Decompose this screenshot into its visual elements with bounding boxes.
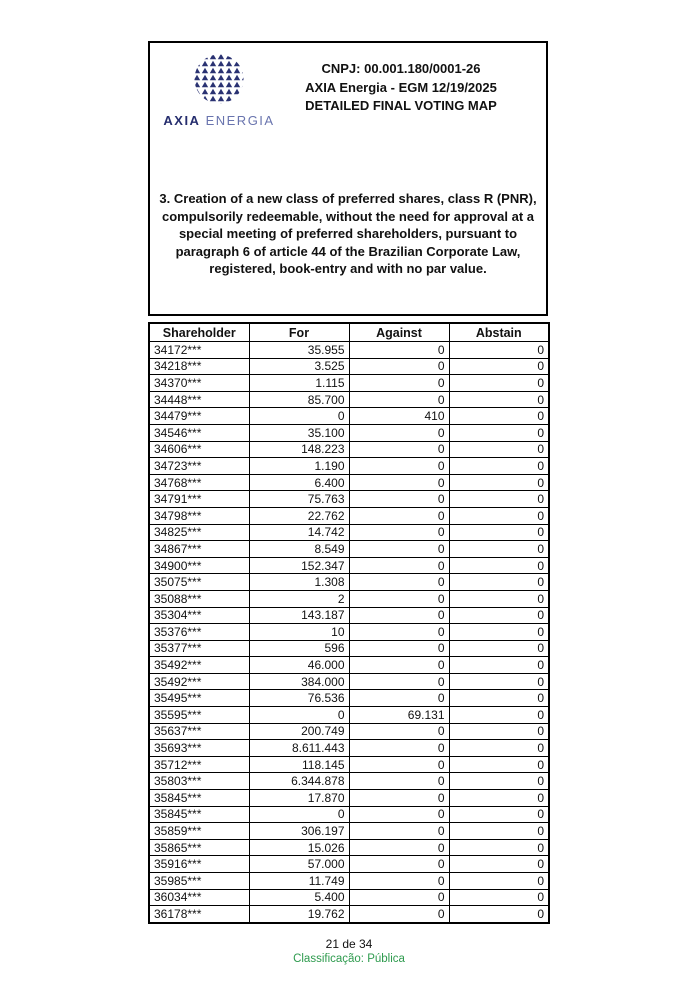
shareholder-cell: 35803*** — [149, 773, 249, 790]
shareholder-cell: 34723*** — [149, 458, 249, 475]
shareholder-cell: 35075*** — [149, 574, 249, 591]
shareholder-cell: 34370*** — [149, 375, 249, 392]
for-cell: 200.749 — [249, 723, 349, 740]
against-cell: 0 — [349, 657, 449, 674]
abstain-cell: 0 — [449, 541, 549, 558]
abstain-cell: 0 — [449, 590, 549, 607]
against-cell: 0 — [349, 790, 449, 807]
table-header-row — [149, 323, 549, 342]
voting-table — [148, 322, 550, 924]
document-title-block — [276, 60, 526, 116]
against-cell: 0 — [349, 690, 449, 707]
table-row — [149, 707, 549, 724]
table-row — [149, 839, 549, 856]
abstain-cell: 0 — [449, 690, 549, 707]
shareholder-cell: 35492*** — [149, 657, 249, 674]
for-cell: 6.344.878 — [249, 773, 349, 790]
abstain-cell: 0 — [449, 624, 549, 641]
against-cell: 0 — [349, 624, 449, 641]
for-cell: 5.400 — [249, 889, 349, 906]
column-header-abstain: Abstain — [449, 323, 549, 342]
axia-sphere-logo-icon — [193, 53, 245, 110]
table-row — [149, 823, 549, 840]
table-row — [149, 624, 549, 641]
table-row — [149, 441, 549, 458]
for-cell: 19.762 — [249, 906, 349, 923]
abstain-cell: 0 — [449, 474, 549, 491]
brand-name-secondary: ENERGIA — [205, 113, 275, 128]
for-cell: 2 — [249, 590, 349, 607]
shareholder-cell: 35845*** — [149, 790, 249, 807]
against-cell: 0 — [349, 458, 449, 475]
for-cell: 35.100 — [249, 424, 349, 441]
classification-label: Classificação: Pública — [293, 953, 405, 965]
abstain-cell: 0 — [449, 906, 549, 923]
for-cell: 6.400 — [249, 474, 349, 491]
abstain-cell: 0 — [449, 358, 549, 375]
for-cell: 35.955 — [249, 342, 349, 359]
against-cell: 0 — [349, 342, 449, 359]
shareholder-cell: 34606*** — [149, 441, 249, 458]
against-cell: 0 — [349, 358, 449, 375]
against-cell: 0 — [349, 889, 449, 906]
for-cell: 1.190 — [249, 458, 349, 475]
against-cell: 0 — [349, 574, 449, 591]
for-cell: 118.145 — [249, 756, 349, 773]
shareholder-cell: 34448*** — [149, 391, 249, 408]
abstain-cell: 0 — [449, 790, 549, 807]
shareholder-cell: 35376*** — [149, 624, 249, 641]
abstain-cell: 0 — [449, 673, 549, 690]
shareholder-cell: 35637*** — [149, 723, 249, 740]
column-header-for: For — [249, 323, 349, 342]
for-cell: 10 — [249, 624, 349, 641]
for-cell: 384.000 — [249, 673, 349, 690]
shareholder-cell: 36178*** — [149, 906, 249, 923]
brand-name-primary: AXIA — [163, 113, 201, 128]
table-row — [149, 507, 549, 524]
for-cell: 8.611.443 — [249, 740, 349, 757]
for-cell: 15.026 — [249, 839, 349, 856]
against-cell: 0 — [349, 424, 449, 441]
table-row — [149, 756, 549, 773]
shareholder-cell: 34479*** — [149, 408, 249, 425]
table-row — [149, 557, 549, 574]
for-cell: 3.525 — [249, 358, 349, 375]
for-cell: 148.223 — [249, 441, 349, 458]
abstain-cell: 0 — [449, 756, 549, 773]
shareholder-cell: 34798*** — [149, 507, 249, 524]
against-cell: 0 — [349, 723, 449, 740]
for-cell: 152.347 — [249, 557, 349, 574]
against-cell: 0 — [349, 557, 449, 574]
against-cell: 0 — [349, 474, 449, 491]
table-row — [149, 673, 549, 690]
abstain-cell: 0 — [449, 707, 549, 724]
page-number: 21 de 34 — [325, 937, 373, 951]
against-cell: 0 — [349, 491, 449, 508]
abstain-cell: 0 — [449, 375, 549, 392]
for-cell: 0 — [249, 707, 349, 724]
against-cell: 0 — [349, 375, 449, 392]
for-cell: 57.000 — [249, 856, 349, 873]
table-row — [149, 906, 549, 923]
against-cell: 0 — [349, 823, 449, 840]
abstain-cell: 0 — [449, 607, 549, 624]
against-cell: 0 — [349, 773, 449, 790]
shareholder-cell: 35088*** — [149, 590, 249, 607]
abstain-cell: 0 — [449, 640, 549, 657]
against-cell: 0 — [349, 756, 449, 773]
column-header-against: Against — [349, 323, 449, 342]
shareholder-cell: 35495*** — [149, 690, 249, 707]
table-row — [149, 806, 549, 823]
shareholder-cell: 36034*** — [149, 889, 249, 906]
for-cell: 76.536 — [249, 690, 349, 707]
abstain-cell: 0 — [449, 491, 549, 508]
against-cell: 0 — [349, 839, 449, 856]
shareholder-cell: 35845*** — [149, 806, 249, 823]
for-cell: 22.762 — [249, 507, 349, 524]
column-header-shareholder: Shareholder — [149, 323, 249, 342]
table-row — [149, 491, 549, 508]
against-cell: 0 — [349, 906, 449, 923]
against-cell: 0 — [349, 590, 449, 607]
report-title-line: DETAILED FINAL VOTING MAP — [305, 98, 497, 113]
table-row — [149, 889, 549, 906]
for-cell: 17.870 — [249, 790, 349, 807]
table-row — [149, 723, 549, 740]
shareholder-cell: 34791*** — [149, 491, 249, 508]
abstain-cell: 0 — [449, 458, 549, 475]
against-cell: 0 — [349, 640, 449, 657]
shareholder-cell: 34218*** — [149, 358, 249, 375]
meeting-line: AXIA Energia - EGM 12/19/2025 — [305, 79, 497, 95]
table-row — [149, 358, 549, 375]
voting-table-body — [149, 342, 549, 923]
abstain-cell: 0 — [449, 424, 549, 441]
table-row — [149, 424, 549, 441]
table-row — [149, 391, 549, 408]
for-cell: 46.000 — [249, 657, 349, 674]
abstain-cell: 0 — [449, 823, 549, 840]
header-box — [148, 41, 548, 316]
table-row — [149, 607, 549, 624]
table-row — [149, 773, 549, 790]
for-cell: 306.197 — [249, 823, 349, 840]
table-row — [149, 458, 549, 475]
abstain-cell: 0 — [449, 839, 549, 856]
abstain-cell: 0 — [449, 889, 549, 906]
shareholder-cell: 34172*** — [149, 342, 249, 359]
table-row — [149, 342, 549, 359]
against-cell: 0 — [349, 740, 449, 757]
table-row — [149, 790, 549, 807]
shareholder-cell: 35304*** — [149, 607, 249, 624]
against-cell: 0 — [349, 541, 449, 558]
table-row — [149, 856, 549, 873]
against-cell: 0 — [349, 607, 449, 624]
for-cell: 0 — [249, 408, 349, 425]
shareholder-cell: 35693*** — [149, 740, 249, 757]
table-row — [149, 524, 549, 541]
abstain-cell: 0 — [449, 723, 549, 740]
abstain-cell: 0 — [449, 507, 549, 524]
for-cell: 85.700 — [249, 391, 349, 408]
brand-wordmark — [160, 113, 278, 128]
table-row — [149, 740, 549, 757]
abstain-cell: 0 — [449, 856, 549, 873]
shareholder-cell: 34900*** — [149, 557, 249, 574]
abstain-cell: 0 — [449, 524, 549, 541]
shareholder-cell: 35865*** — [149, 839, 249, 856]
shareholder-cell: 35916*** — [149, 856, 249, 873]
table-row — [149, 640, 549, 657]
for-cell: 1.115 — [249, 375, 349, 392]
against-cell: 0 — [349, 873, 449, 890]
for-cell: 8.549 — [249, 541, 349, 558]
against-cell: 0 — [349, 391, 449, 408]
abstain-cell: 0 — [449, 574, 549, 591]
table-row — [149, 375, 549, 392]
shareholder-cell: 34867*** — [149, 541, 249, 558]
shareholder-cell: 34546*** — [149, 424, 249, 441]
abstain-cell: 0 — [449, 773, 549, 790]
for-cell: 143.187 — [249, 607, 349, 624]
shareholder-cell: 35492*** — [149, 673, 249, 690]
shareholder-cell: 35377*** — [149, 640, 249, 657]
shareholder-cell: 34825*** — [149, 524, 249, 541]
against-cell: 69.131 — [349, 707, 449, 724]
company-logo — [160, 53, 278, 128]
for-cell: 14.742 — [249, 524, 349, 541]
abstain-cell: 0 — [449, 391, 549, 408]
table-row — [149, 574, 549, 591]
table-row — [149, 590, 549, 607]
against-cell: 0 — [349, 806, 449, 823]
against-cell: 0 — [349, 673, 449, 690]
for-cell: 0 — [249, 806, 349, 823]
abstain-cell: 0 — [449, 441, 549, 458]
abstain-cell: 0 — [449, 740, 549, 757]
abstain-cell: 0 — [449, 806, 549, 823]
shareholder-cell: 35985*** — [149, 873, 249, 890]
abstain-cell: 0 — [449, 873, 549, 890]
table-row — [149, 657, 549, 674]
against-cell: 0 — [349, 524, 449, 541]
cnpj-line: CNPJ: 00.001.180/0001-26 — [321, 61, 481, 76]
table-row — [149, 474, 549, 491]
abstain-cell: 0 — [449, 657, 549, 674]
abstain-cell: 0 — [449, 557, 549, 574]
abstain-cell: 0 — [449, 342, 549, 359]
table-row — [149, 690, 549, 707]
for-cell: 11.749 — [249, 873, 349, 890]
shareholder-cell: 35595*** — [149, 707, 249, 724]
table-row — [149, 541, 549, 558]
for-cell: 596 — [249, 640, 349, 657]
table-row — [149, 408, 549, 425]
against-cell: 0 — [349, 441, 449, 458]
against-cell: 0 — [349, 856, 449, 873]
for-cell: 75.763 — [249, 491, 349, 508]
shareholder-cell: 35859*** — [149, 823, 249, 840]
shareholder-cell: 35712*** — [149, 756, 249, 773]
abstain-cell: 0 — [449, 408, 549, 425]
against-cell: 0 — [349, 507, 449, 524]
table-row — [149, 873, 549, 890]
for-cell: 1.308 — [249, 574, 349, 591]
shareholder-cell: 34768*** — [149, 474, 249, 491]
against-cell: 410 — [349, 408, 449, 425]
agenda-item-text: 3. Creation of a new class of preferred shares, class R (PNR), compulsorily redeemable, without the need for approval at a special meeting of preferred shareholders, pursuant to paragraph 6 of article 44 of the Brazilian Corporate Law, registered, book-entry and with no par value. — [159, 191, 537, 276]
